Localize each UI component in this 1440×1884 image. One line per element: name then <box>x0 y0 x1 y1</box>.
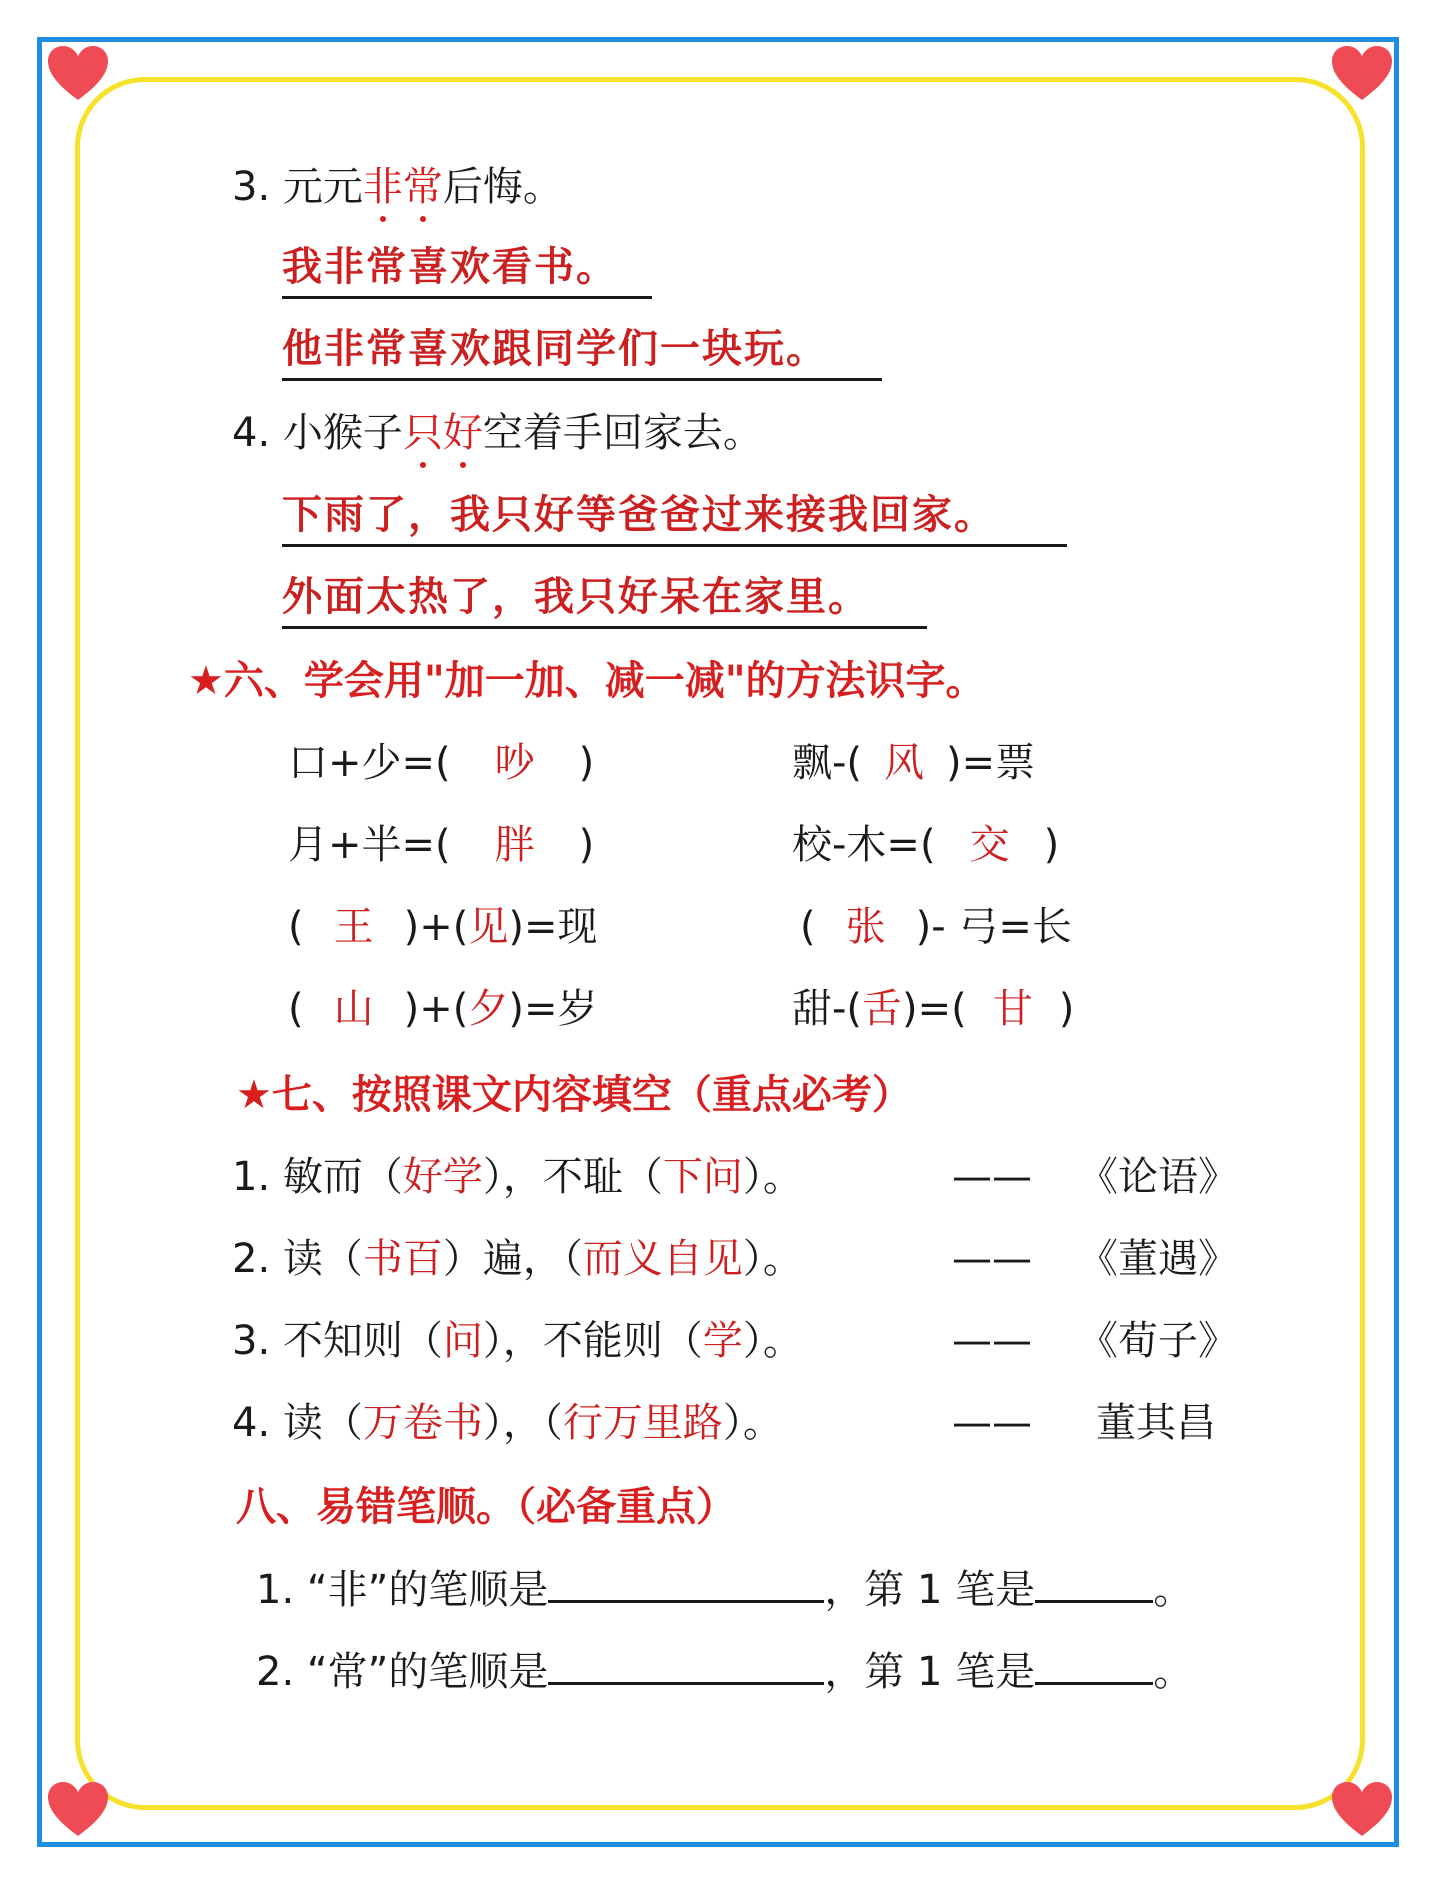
key-char: 好 <box>442 410 483 456</box>
row-answer: 书百 <box>362 1236 443 1282</box>
sentence-text: 元元 <box>282 164 363 210</box>
answer-line: 我非常喜欢看书。 <box>282 242 652 299</box>
equation-answer: 山 <box>333 986 374 1032</box>
sentence-4-prompt <box>232 408 763 458</box>
equation-text: )=现 <box>508 904 598 950</box>
left-equation <box>288 820 594 870</box>
row-number: 2. <box>256 1649 295 1695</box>
sentence-text: 空着手回家去。 <box>482 410 763 456</box>
equation-answer: 甘 <box>992 986 1033 1032</box>
row-number: 1. <box>256 1567 295 1613</box>
answer-line: 他非常喜欢跟同学们一块玩。 <box>282 324 882 381</box>
first-stroke-blank[interactable] <box>1035 1564 1153 1603</box>
equation-answer: 交 <box>969 822 1010 868</box>
equation-answer: 张 <box>845 904 886 950</box>
left-equation <box>288 902 597 952</box>
sentence-text: 小猴子 <box>282 410 403 456</box>
source-dash: —— <box>952 1236 1032 1282</box>
equation-answer: 胖 <box>494 822 535 868</box>
equation-text: ( <box>800 904 816 950</box>
row-number: 4. <box>232 1400 271 1446</box>
equation-answer: 吵 <box>494 740 535 786</box>
right-equation <box>792 738 1035 788</box>
row-text: 不知则（ <box>282 1318 443 1364</box>
equation-text: ) <box>578 740 595 786</box>
row-text: ，第 1 笔是 <box>824 1567 1036 1613</box>
row-text: ），不耻（ <box>482 1154 663 1200</box>
left-equation <box>288 738 594 788</box>
equation-text: )+( <box>403 904 469 950</box>
fill-blank-row <box>232 1152 803 1202</box>
row-text: “常”的笔顺是 <box>306 1649 549 1695</box>
row-text: ）。 <box>722 1400 783 1446</box>
right-equation <box>792 820 1059 870</box>
equation-text: )+( <box>403 986 469 1032</box>
source-dash: —— <box>952 1154 1032 1200</box>
source-text: 《荀子》 <box>1078 1318 1238 1364</box>
source-text: 《董遇》 <box>1078 1236 1238 1282</box>
equation-text: )=岁 <box>508 986 598 1032</box>
row-text: ）。 <box>742 1154 803 1200</box>
equation-text: 口+少=( <box>288 740 451 786</box>
row-answer: 学 <box>702 1318 743 1364</box>
equation-answer: 见 <box>468 904 509 950</box>
row-answer: 下问 <box>662 1154 743 1200</box>
source-text: 董其昌 <box>1096 1400 1216 1446</box>
source-dash: —— <box>952 1400 1032 1446</box>
row-answer: 万卷书 <box>362 1400 483 1446</box>
row-text: 。 <box>1153 1649 1194 1695</box>
equation-text: ( <box>288 986 304 1032</box>
row-number: 1. <box>232 1154 271 1200</box>
row-answer: 行万里路 <box>562 1400 723 1446</box>
sentence-number: 4. <box>232 410 271 456</box>
first-stroke-blank[interactable] <box>1035 1646 1153 1685</box>
row-text: ），（ <box>482 1400 563 1446</box>
row-text: 。 <box>1153 1567 1194 1613</box>
sentence-3-prompt <box>232 162 563 212</box>
equation-text: ) <box>1058 986 1075 1032</box>
row-number: 3. <box>232 1318 271 1364</box>
row-answer: 而义自见 <box>582 1236 743 1282</box>
equation-answer: 王 <box>333 904 374 950</box>
answer-line: 外面太热了，我只好呆在家里。 <box>282 572 927 629</box>
row-text: 读（ <box>282 1400 363 1446</box>
stroke-order-blank[interactable] <box>548 1646 824 1685</box>
row-text: ）遍，（ <box>442 1236 583 1282</box>
equation-text: ) <box>578 822 595 868</box>
heart-icon-bottom-right <box>1330 1780 1394 1840</box>
source-dash: —— <box>952 1318 1032 1364</box>
row-text: 敏而（ <box>282 1154 403 1200</box>
equation-answer: 舌 <box>862 986 903 1032</box>
equation-text: )=( <box>902 986 967 1032</box>
equation-answer: 风 <box>884 740 925 786</box>
row-text: 读（ <box>282 1236 363 1282</box>
section-8-title: 八、易错笔顺。（必备重点） <box>236 1484 736 1530</box>
fill-blank-row <box>232 1316 803 1366</box>
left-equation <box>288 984 597 1034</box>
fill-blank-row <box>232 1234 803 1284</box>
key-char: 只 <box>402 410 443 456</box>
equation-text: ( <box>288 904 304 950</box>
equation-answer: 夕 <box>468 986 509 1032</box>
row-answer: 好学 <box>402 1154 483 1200</box>
equation-text: ) <box>1043 822 1060 868</box>
heart-icon-bottom-left <box>46 1780 110 1840</box>
section-6-title: ★六、学会用"加一加、减一减"的方法识字。 <box>188 658 986 704</box>
equation-text: )=票 <box>946 740 1036 786</box>
fill-blank-row <box>232 1398 783 1448</box>
section-7-title: ★七、按照课文内容填空（重点必考） <box>236 1072 912 1118</box>
stroke-order-row <box>256 1646 1193 1697</box>
key-char: 非 <box>362 164 403 210</box>
equation-text: 校-木=( <box>792 822 936 868</box>
stroke-order-row <box>256 1564 1193 1615</box>
right-equation <box>800 902 1072 952</box>
equation-text: 甜-( <box>792 986 863 1032</box>
row-text: ）。 <box>742 1236 803 1282</box>
sentence-number: 3. <box>232 164 271 210</box>
heart-icon-top-left <box>46 44 110 104</box>
equation-text: )- 弓=长 <box>915 904 1072 950</box>
stroke-order-blank[interactable] <box>548 1564 824 1603</box>
right-equation <box>792 984 1074 1034</box>
sentence-text: 后悔。 <box>442 164 563 210</box>
key-char: 常 <box>402 164 443 210</box>
source-text: 《论语》 <box>1078 1154 1238 1200</box>
answer-line: 下雨了，我只好等爸爸过来接我回家。 <box>282 490 1067 547</box>
heart-icon-top-right <box>1330 44 1394 104</box>
row-answer: 问 <box>442 1318 483 1364</box>
row-text: ），不能则（ <box>482 1318 703 1364</box>
equation-text: 飘-( <box>792 740 863 786</box>
row-text: ，第 1 笔是 <box>824 1649 1036 1695</box>
row-number: 2. <box>232 1236 271 1282</box>
equation-text: 月+半=( <box>288 822 451 868</box>
row-text: “非”的笔顺是 <box>306 1567 549 1613</box>
row-text: ）。 <box>742 1318 803 1364</box>
